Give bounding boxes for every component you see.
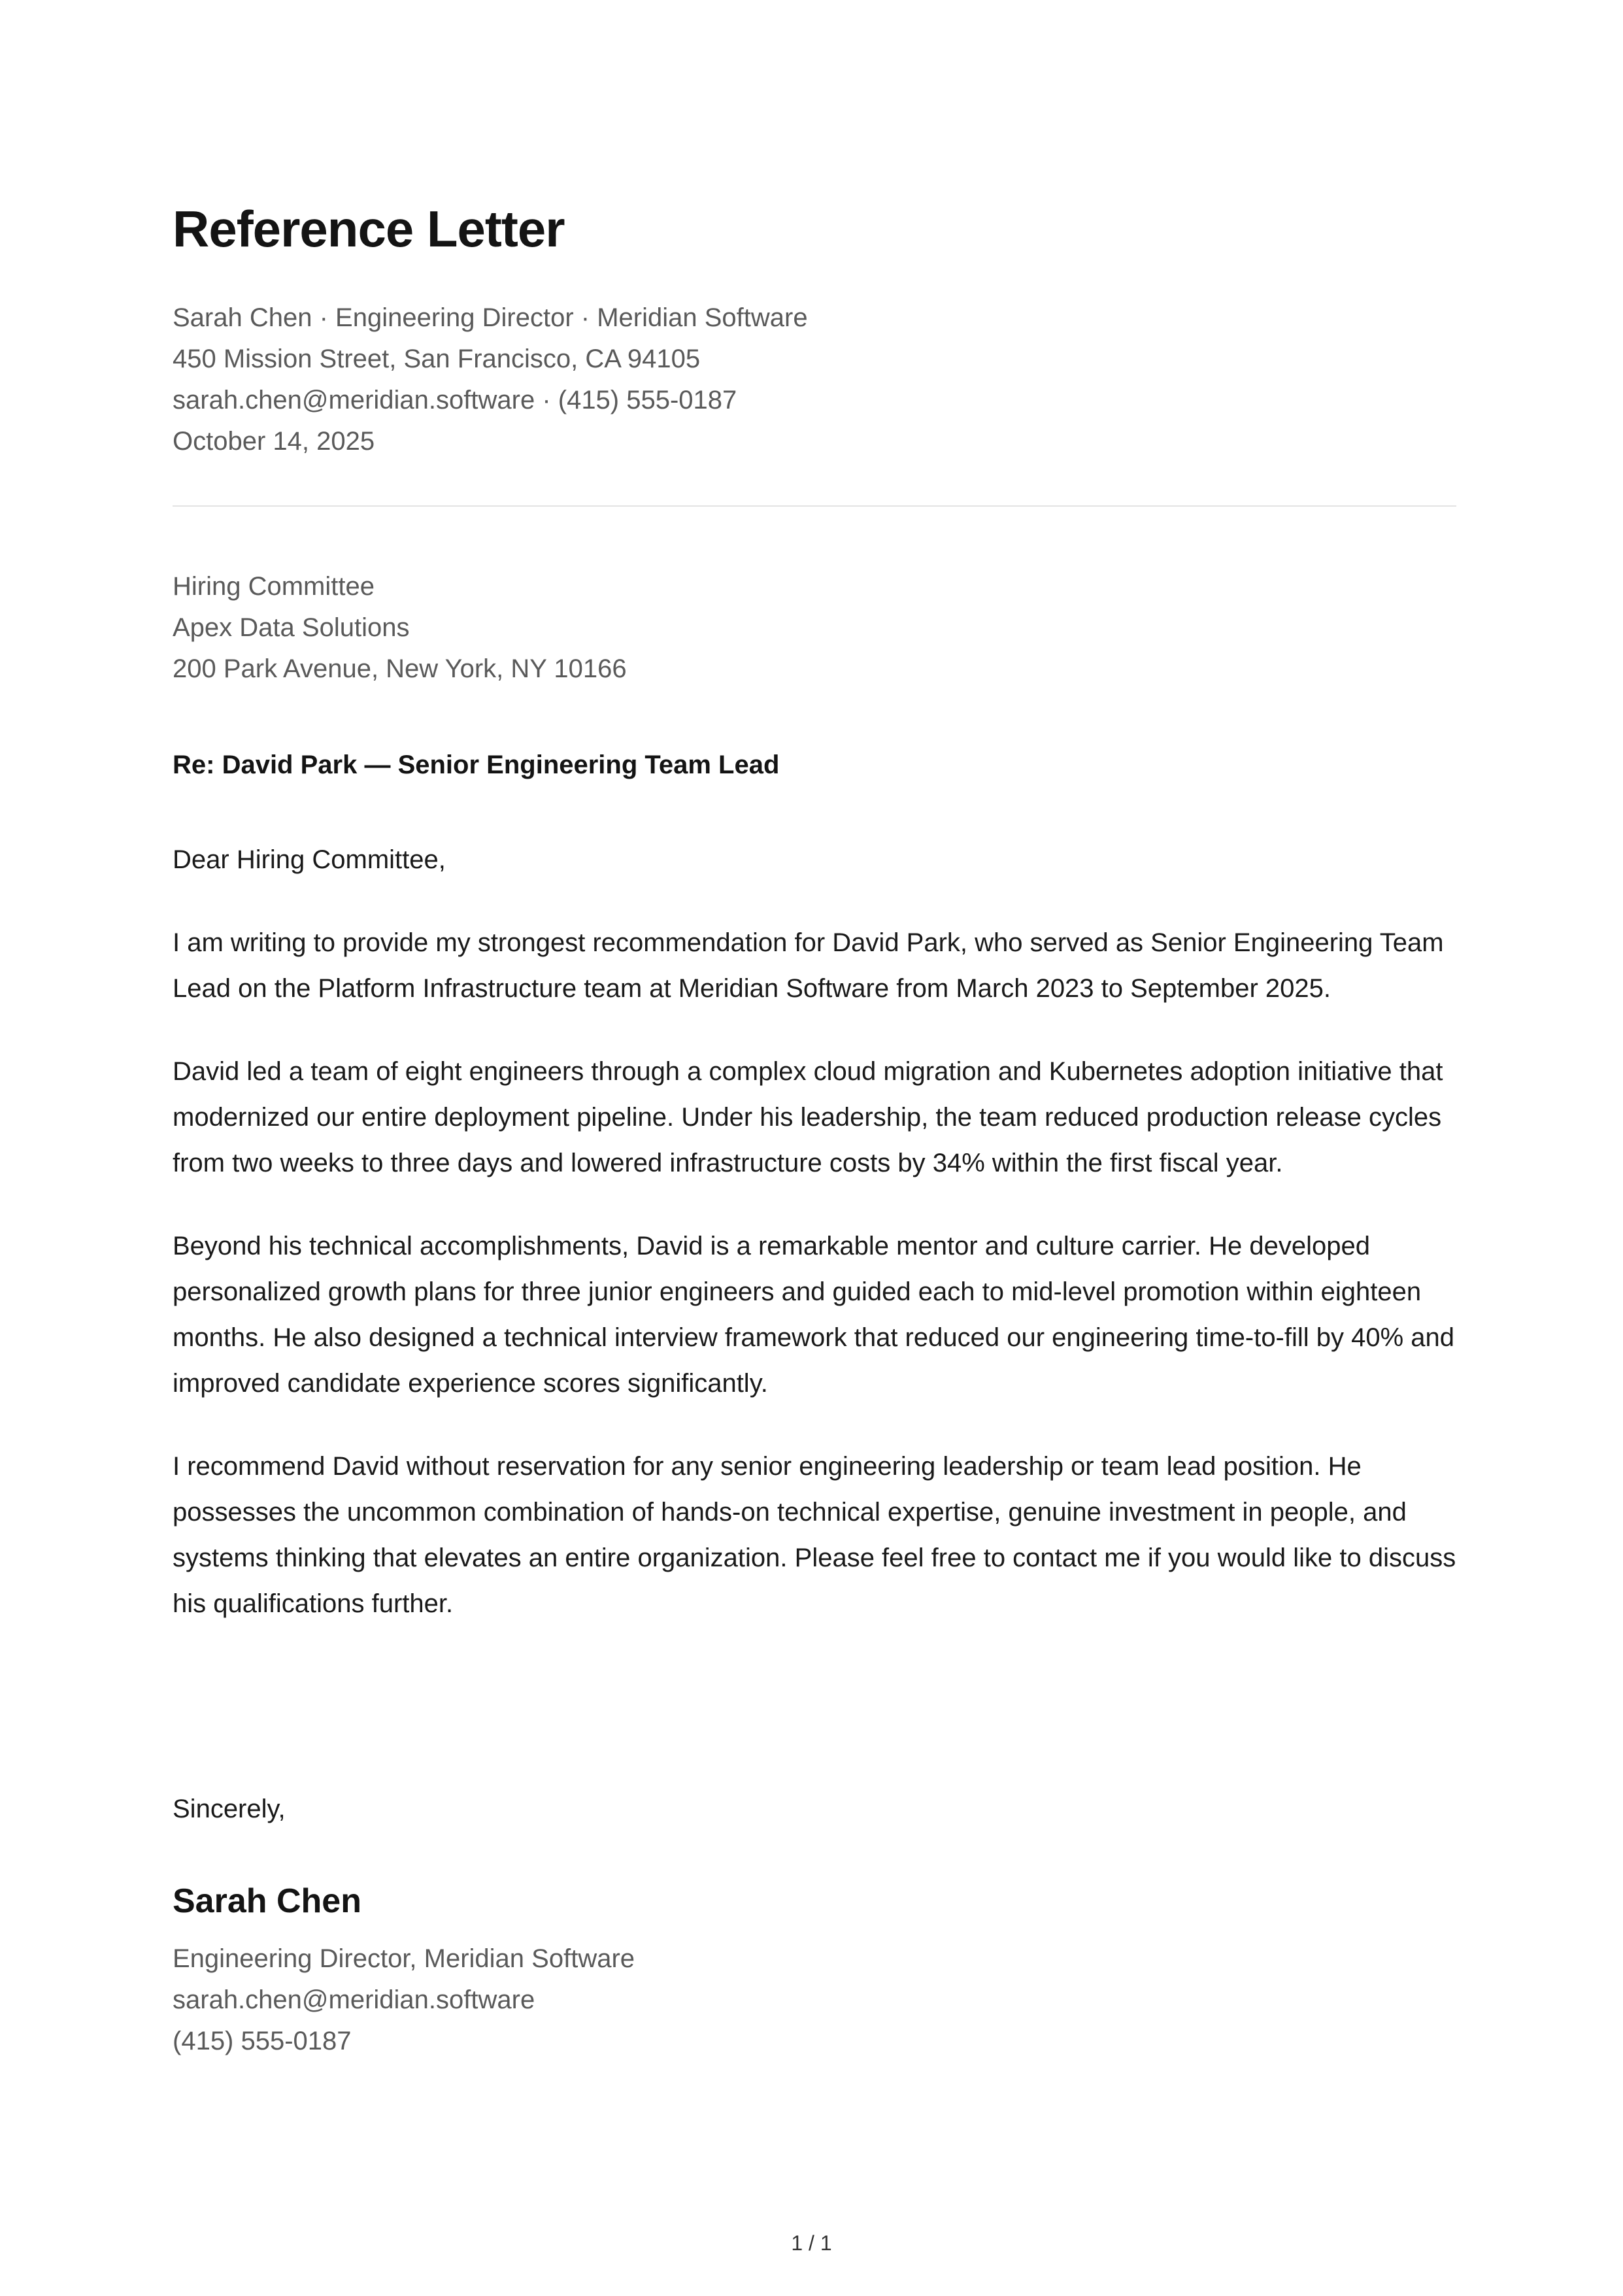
- signature-email: sarah.chen@meridian.software: [173, 1985, 535, 2014]
- body-paragraph: David led a team of eight engineers through a complex cloud migration and Kubernetes adoption initiative that modernized our entire deployment pipeline. Under his leadership, the team reduced production release cycles from two weeks to three days and lowered infrastructure costs by 34% within the first fiscal year.: [173, 1057, 1443, 1177]
- page-number: 1 / 1: [791, 2231, 832, 2255]
- recipient-company: Apex Data Solutions: [173, 613, 410, 642]
- signature-phone: (415) 555-0187: [173, 2027, 352, 2055]
- letter-page: [173, 0, 1456, 2296]
- salutation: Dear Hiring Committee,: [173, 845, 446, 874]
- signature-role: Engineering Director, Meridian Software: [173, 1944, 635, 1973]
- letter-date: October 14, 2025: [173, 427, 375, 456]
- body-paragraph: I am writing to provide my strongest recommendation for David Park, who served as Senior Engineering Team Lead on the Platform Infrastructure team at Meridian Software from March 2023 to September 2025.: [173, 928, 1444, 1003]
- recipient-block: [173, 566, 627, 690]
- recipient-name: Hiring Committee: [173, 572, 375, 601]
- signature-details: [173, 1938, 635, 2062]
- sender-name-line: Sarah Chen · Engineering Director · Meridian Software: [173, 303, 808, 332]
- body-paragraph: Beyond his technical accomplishments, David is a remarkable mentor and culture carrier. He developed personalized growth plans for three junior engineers and guided each to mid-level promotion within eighteen months. He also designed a technical interview framework that reduced our engineering time-to-fill by 40% and improved candidate experience scores significantly.: [173, 1232, 1455, 1398]
- closing: Sincerely,: [173, 1795, 286, 1823]
- sender-contact: sarah.chen@meridian.software · (415) 555-0187: [173, 386, 737, 414]
- body-paragraph: I recommend David without reservation for any senior engineering leadership or team lead position. He possesses the uncommon combination of hands-on technical expertise, genuine investment in people, and systems thinking that elevates an entire organization. Please feel free to contact me if you would like to discuss his qualifications further.: [173, 1452, 1456, 1618]
- signature-name: Sarah Chen: [173, 1882, 361, 1920]
- header-divider: [173, 505, 1456, 507]
- sender-address: 450 Mission Street, San Francisco, CA 94105: [173, 345, 701, 373]
- page-title: Reference Letter: [173, 200, 565, 258]
- recipient-address: 200 Park Avenue, New York, NY 10166: [173, 654, 627, 683]
- subject-line: Re: David Park — Senior Engineering Team Lead: [173, 751, 780, 779]
- sender-block: [173, 297, 808, 462]
- letter-body: [173, 837, 1456, 1664]
